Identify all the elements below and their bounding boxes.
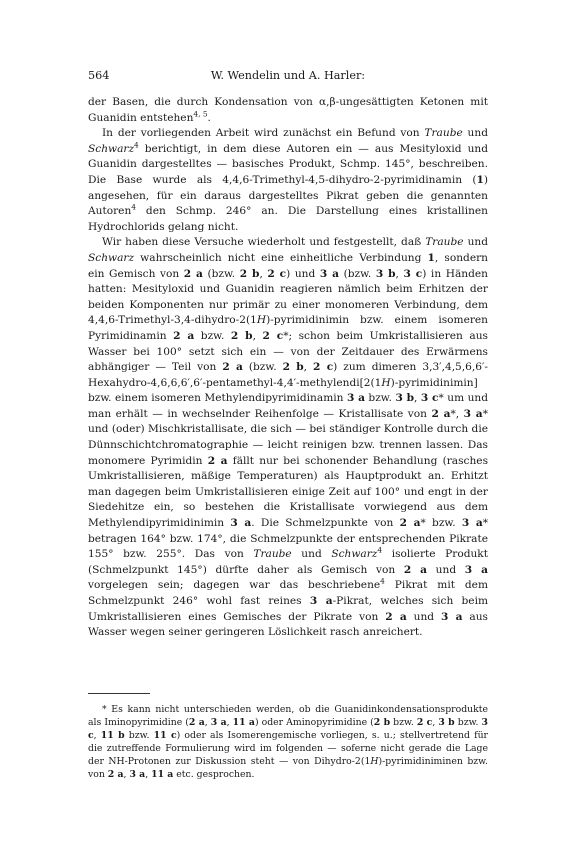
compound-number: 2 b: [373, 717, 391, 728]
compound-number: 2 a: [188, 717, 205, 728]
text-run: , sondern ein Gemisch von: [88, 251, 488, 280]
reference-marker: 4: [134, 140, 139, 150]
text-run: und: [462, 127, 488, 140]
compound-number: 3 a: [129, 769, 146, 780]
compound-number: 3 b: [395, 392, 415, 405]
compound-number: 3 a: [463, 407, 483, 420]
compound-number: 2 a: [183, 267, 203, 280]
text-run: berichtigt, in dem diese Autoren ein — aus Mesityloxid und Guanidin dargestelltes — basisches Produkt, Schmp. 145°, beschreiben. Die Base wurde als 4,4,6-Trimethyl-4,5-dihydro-2-pyrimidinamin (: [88, 142, 488, 186]
text-run: * Es kann nicht unterschieden werden, ob die Guanidinkondensationsprodukte als Iminopyrimidine (: [88, 704, 488, 728]
footnote-divider: [88, 693, 150, 694]
text-run: )-pyrimidinimin] bzw. einem isomeren Methylendipyrimidinamin: [88, 376, 478, 405]
text-run: wahrscheinlich nicht eine einheitliche Verbindung: [134, 251, 428, 264]
text-run: In der vorliegenden Arbeit wird zunächst ein Befund von: [102, 127, 425, 140]
text-run: bzw.: [454, 717, 482, 728]
italic-text: H: [381, 376, 391, 389]
compound-number: 11 a: [232, 717, 255, 728]
running-title: W. Wendelin und A. Harler:: [210, 69, 366, 82]
text-run: )-pyrimidiniminen bzw. von: [88, 756, 488, 780]
text-run: (bzw.: [202, 267, 240, 280]
text-run: ,: [414, 392, 421, 405]
text-run: *,: [450, 407, 464, 420]
compound-number: 2 a: [431, 407, 451, 420]
italic-text: Schwarz: [88, 142, 135, 155]
compound-number: 2 c: [416, 717, 433, 728]
compound-number: 2 b: [282, 361, 304, 374]
compound-number: 3 a: [440, 610, 463, 623]
compound-number: 2 a: [399, 517, 421, 530]
compound-number: 3 c: [88, 717, 488, 741]
italic-text: Traube: [424, 127, 463, 140]
text-run: bzw.: [390, 717, 417, 728]
reference-marker: 4, 5: [193, 109, 208, 119]
compound-number: 3 a: [230, 517, 252, 530]
text-run: ) in Händen hatten: Mesityloxid und Guanidin reagieren nämlich beim Erhitzen der beiden Komponenten nur primär zu einer monomeren Verbindung, dem 4,4,6-Trimethyl-3,4-dihydro-2(1: [88, 267, 488, 327]
text-run: und: [291, 548, 332, 561]
reference-marker: 4: [380, 576, 385, 586]
text-run: ,: [259, 267, 268, 280]
text-run: isolierte Produkt (Schmelzpunkt 145°) dürfte daher als Gemisch von: [88, 548, 488, 576]
text-run: * und (oder) Mischkristallisate, die sich — bei ständiger Kontrolle durch die Dünnschichtchromatographie — leicht reinigen bzw. trennen lassen. Das monomere Pyrimidin: [88, 407, 488, 467]
text-run: bzw.: [124, 730, 154, 741]
compound-number: 3 a: [309, 595, 333, 607]
reference-marker: 4: [377, 545, 383, 555]
text-run: ) zum dimeren 3,3′,4,5,6,6′-Hexahydro-4,6,6,6′,6′-pentamethyl-4,4′-methylendi[2(1: [88, 361, 488, 389]
compound-number: 1: [427, 251, 435, 264]
text-run: etc. gesprochen.: [173, 769, 255, 780]
body-text: [88, 95, 488, 641]
paragraph: [88, 235, 488, 640]
reference-marker: 4: [131, 202, 136, 212]
compound-number: 11 a: [151, 769, 174, 780]
text-run: Pikrat mit dem Schmelzpunkt 246° wohl fast reines: [88, 579, 488, 607]
text-run: ,: [123, 769, 130, 780]
compound-number: 2 c: [262, 329, 284, 342]
text-run: und: [406, 610, 441, 623]
compound-number: 3 a: [210, 717, 227, 728]
compound-number: 3 c: [403, 267, 423, 280]
text-run: -Pikrat, welches sich beim Umkristallisieren eines Gemisches der Pikrate von: [88, 595, 488, 623]
compound-number: 2 a: [207, 454, 228, 467]
compound-number: 11 c: [153, 730, 177, 741]
text-run: ) und: [286, 267, 320, 280]
text-run: und: [463, 236, 488, 249]
italic-text: Schwarz: [331, 548, 378, 561]
paragraph: [88, 126, 488, 235]
compound-number: 3 a: [346, 392, 365, 405]
compound-number: 11 b: [100, 730, 125, 741]
text-run: ,: [432, 717, 439, 728]
text-run: ) angesehen, für ein daraus dargestelltes Pikrat geben die genannten Autoren: [88, 173, 488, 218]
compound-number: 2 a: [173, 329, 195, 342]
text-run: vorgelegen sein; dagegen war das beschriebene: [88, 579, 381, 592]
text-run: ,: [252, 329, 263, 342]
text-run: aus Wasser wegen seiner geringeren Löslichkeit rasch anreichert.: [88, 610, 488, 639]
compound-number: 3 a: [319, 267, 339, 280]
text-run: bzw.: [364, 392, 396, 405]
text-run: den Schmp. 246° an. Die Darstellung eines kristallinen Hydrochlorids gelang nicht.: [88, 205, 488, 233]
compound-number: 2 a: [385, 610, 407, 623]
text-run: (bzw.: [242, 361, 283, 374]
text-run: ) oder als Isomerengemische vorliegen, s. u.; stellvertretend für die zutreffende Formulierung wird im folgenden — soferne nicht gerade die Lage der NH-Protonen zur Diskussion steht — von Dihydro-2(1: [88, 730, 488, 767]
text-run: Wir haben diese Versuche wiederholt und festgestellt, daß: [102, 236, 426, 249]
compound-number: 2 a: [107, 769, 124, 780]
text-run: ) oder Aminopyrimidine (: [254, 717, 374, 728]
italic-text: Traube: [425, 236, 464, 249]
italic-text: H: [370, 756, 379, 767]
text-run: ,: [204, 717, 211, 728]
compound-number: 3 b: [438, 717, 455, 728]
text-run: .: [207, 111, 211, 124]
text-run: )-pyrimidinimin bzw. einem isomeren Pyrimidinamin: [88, 314, 488, 342]
italic-text: Schwarz: [88, 251, 135, 264]
text-run: (bzw.: [339, 267, 376, 280]
page-number: 564: [88, 69, 110, 82]
compound-number: 3 c: [420, 392, 439, 405]
text-run: der Basen, die durch Kondensation von α,β-ungesättigten Ketonen mit Guanidin entstehen: [88, 96, 488, 124]
text-run: * um und man erhält — in wechselnder Reihenfolge — Kristallisate von: [88, 392, 489, 420]
page-header: [88, 68, 488, 84]
text-run: ,: [226, 717, 233, 728]
text-run: bzw.: [194, 329, 231, 342]
footnote: [88, 703, 488, 781]
text-run: ,: [93, 730, 101, 741]
text-run: ,: [145, 769, 152, 780]
compound-number: 2 a: [403, 563, 428, 576]
italic-text: Traube: [253, 548, 292, 561]
text-run: ,: [303, 361, 314, 374]
text-run: * bzw.: [420, 517, 462, 530]
text-run: ,: [395, 267, 404, 280]
compound-number: 3 a: [464, 563, 488, 576]
compound-number: 2 b: [230, 329, 253, 342]
compound-number: 2 c: [313, 361, 334, 374]
italic-text: H: [256, 314, 267, 327]
text-run: * betragen 164° bzw. 174°, die Schmelzpunkte der entsprechenden Pikrate 155° bzw. 255°. Das von: [88, 517, 488, 561]
text-run: und: [427, 563, 465, 576]
compound-number: 2 b: [239, 267, 260, 280]
compound-number: 2 c: [267, 267, 287, 280]
compound-number: 3 a: [461, 517, 483, 530]
paragraph: [88, 95, 488, 126]
compound-number: 3 b: [375, 267, 396, 280]
text-run: *; schon beim Umkristallisieren aus Wasser bei 100° setzt sich ein — von der Zeitdauer des Erwärmens abhängiger — Teil von: [88, 329, 488, 374]
text-run: fällt nur bei schonender Behandlung (rasches Umkristallisieren, mäßige Temperaturen) als Hauptprodukt an. Erhitzt man dagegen beim Umkristallisieren einige Zeit auf 100° und engt in der Siedehitze ein, so bestehen die Kristallisate vorwiegend aus dem Methylendipyrimidinimin: [88, 454, 489, 530]
compound-number: 1: [476, 173, 484, 186]
compound-number: 2 a: [222, 361, 243, 374]
text-run: . Die Schmelzpunkte von: [251, 517, 400, 530]
